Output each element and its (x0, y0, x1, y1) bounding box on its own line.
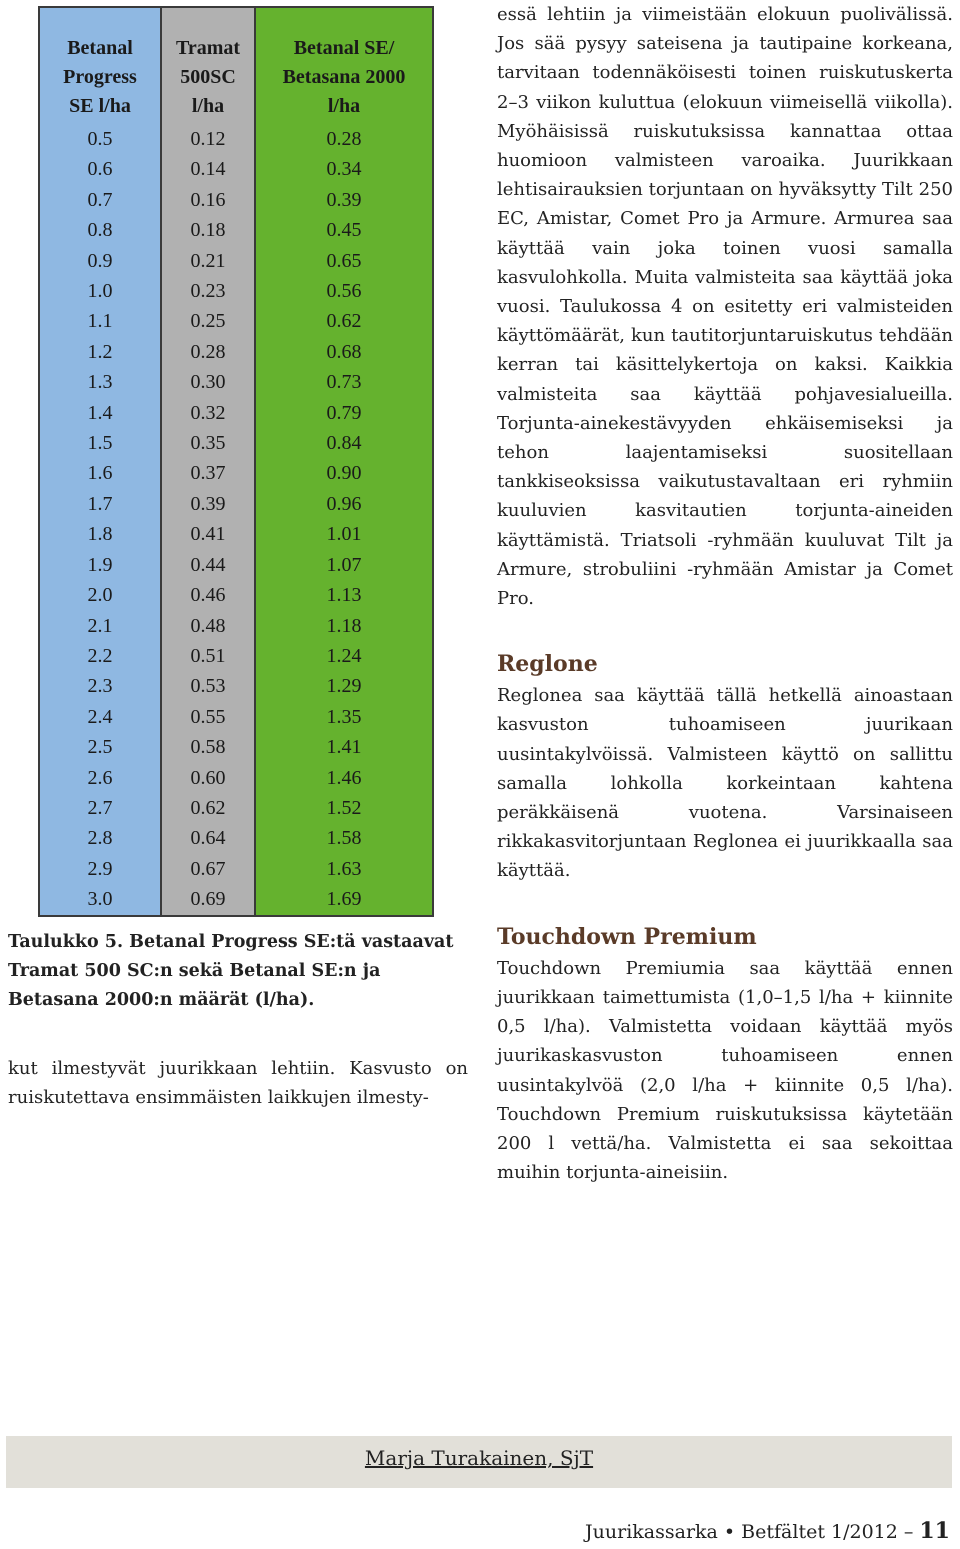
tramat-value: 0.51 (161, 641, 255, 671)
section-heading-touchdown: Touchdown Premium (497, 923, 757, 950)
tramat-value: 0.55 (161, 702, 255, 732)
table-row (39, 458, 433, 488)
betanal-progress-value: 2.6 (39, 763, 161, 793)
betanal-se-value: 1.63 (255, 854, 433, 884)
betanal-progress-value: 1.6 (39, 458, 161, 488)
table-body (39, 124, 433, 916)
betanal-progress-value: 0.9 (39, 246, 161, 276)
betanal-se-value: 1.24 (255, 641, 433, 671)
betanal-se-value: 1.69 (255, 884, 433, 915)
tramat-value: 0.30 (161, 367, 255, 397)
intro-paragraph: essä lehtiin ja viimeistään elokuun puolivälissä. Jos sää pysyy sateisena ja tautipaine korkeana, tarvitaan todennäköisesti toinen ruiskutuskerta 2–3 viikon kuluttua (elokuun viimeisellä viikolla). Myöhäisissä ruiskutuksissa kannattaa ottaa huomioon valmisteen varoaika. Juurikkaan lehtisairauksien torjuntaan on hyväksytty Tilt 250 EC, Amistar, Comet Pro ja Armure. Armurea saa käyttää vain joka toinen vuosi samalla kasvulohkolla. Muita valmisteita saa käyttää joka vuosi. Taulukossa 4 on esitetty eri valmisteiden käyttömäärät, kun tautitorjuntaruiskutus tehdään kerran tai käsittelykertoja on kaksi. Kaikkia valmisteita saa käyttää pohjavesialueilla. Torjunta-ainekestävyyden ehkäisemiseksi ja tehon laajentamiseksi suositellaan tankkiseoksissa vaikutustavaltaan eri ryhmiin kuuluvien kasvitautien torjunta-aineiden käyttämistä. Triatsoli -ryhmään kuuluvat Tilt ja Armure, strobuliini -ryhmään Amistar ja Comet Pro. (497, 4, 953, 610)
table-row (39, 428, 433, 458)
betanal-se-value: 1.58 (255, 823, 433, 853)
betanal-se-value: 0.62 (255, 306, 433, 336)
tramat-value: 0.64 (161, 823, 255, 853)
betanal-se-value: 1.35 (255, 702, 433, 732)
betanal-se-value: 1.18 (255, 611, 433, 641)
page-number: 11 (919, 1518, 950, 1544)
tramat-value: 0.44 (161, 550, 255, 580)
betanal-progress-value: 1.4 (39, 398, 161, 428)
betanal-se-value: 0.79 (255, 398, 433, 428)
betanal-progress-value: 1.3 (39, 367, 161, 397)
tramat-value: 0.23 (161, 276, 255, 306)
betanal-progress-value: 1.0 (39, 276, 161, 306)
betanal-se-value: 0.28 (255, 124, 433, 154)
author-name[interactable]: Marja Turakainen, SjT (364, 1446, 594, 1470)
betanal-se-value: 0.39 (255, 185, 433, 215)
tramat-value: 0.58 (161, 732, 255, 762)
betanal-se-value: 1.07 (255, 550, 433, 580)
tramat-value: 0.28 (161, 337, 255, 367)
betanal-progress-value: 2.2 (39, 641, 161, 671)
betanal-se-value: 1.01 (255, 519, 433, 549)
table-row (39, 611, 433, 641)
tramat-value: 0.12 (161, 124, 255, 154)
table-caption: Taulukko 5. Betanal Progress SE:tä vastaavat Tramat 500 SC:n sekä Betanal SE:n ja Betasana 2000:n määrät (l/ha). (8, 932, 454, 1010)
table-row (39, 702, 433, 732)
betanal-se-value: 0.34 (255, 154, 433, 184)
betanal-se-value: 0.68 (255, 337, 433, 367)
tramat-value: 0.46 (161, 580, 255, 610)
betanal-progress-value: 2.3 (39, 671, 161, 701)
betanal-progress-value: 2.7 (39, 793, 161, 823)
betanal-progress-value: 1.9 (39, 550, 161, 580)
tramat-value: 0.14 (161, 154, 255, 184)
tramat-value: 0.53 (161, 671, 255, 701)
betanal-progress-value: 0.5 (39, 124, 161, 154)
betanal-progress-value: 2.5 (39, 732, 161, 762)
betanal-progress-value: 0.7 (39, 185, 161, 215)
table-row (39, 337, 433, 367)
section-text-touchdown: Touchdown Premiumia saa käyttää ennen juurikkaan taimettumista (1,0–1,5 l/ha + kiinnite 0,5 l/ha). Valmistetta voidaan käyttää myös juurikaskasvuston tuhoamiseen ennen uusintakylvöä (2,0 l/ha + kiinnite 0,5 l/ha). Touchdown Premium ruiskutuksissa käytetään 200 l vettä/ha. Valmistetta ei saa sekoittaa muihin torjunta-aineisiin. (497, 957, 953, 1184)
betanal-se-value: 0.45 (255, 215, 433, 245)
tramat-value: 0.21 (161, 246, 255, 276)
table-row (39, 246, 433, 276)
table-row (39, 763, 433, 793)
betanal-se-value: 0.65 (255, 246, 433, 276)
table-row (39, 185, 433, 215)
betanal-se-value: 0.56 (255, 276, 433, 306)
table-row (39, 550, 433, 580)
betanal-progress-value: 1.8 (39, 519, 161, 549)
betanal-progress-value: 1.7 (39, 489, 161, 519)
betanal-progress-value: 2.4 (39, 702, 161, 732)
tramat-value: 0.18 (161, 215, 255, 245)
tramat-value: 0.41 (161, 519, 255, 549)
left-paragraph: kut ilmestyvät juurikkaan lehtiin. Kasvusto on ruiskutettava ensimmäisten laikkujen ilmesty- (8, 1058, 468, 1109)
tramat-value: 0.48 (161, 611, 255, 641)
table-row (39, 276, 433, 306)
table-row (39, 398, 433, 428)
betanal-se-value: 1.13 (255, 580, 433, 610)
tramat-value: 0.62 (161, 793, 255, 823)
betanal-progress-value: 2.8 (39, 823, 161, 853)
tramat-value: 0.67 (161, 854, 255, 884)
page-footer (585, 1518, 950, 1544)
betanal-se-value: 0.84 (255, 428, 433, 458)
table-row (39, 854, 433, 884)
tramat-value: 0.39 (161, 489, 255, 519)
section-text-reglone: Reglonea saa käyttää tällä hetkellä ainoastaan kasvuston tuhoamiseen juurikaan uusintakylvöissä. Valmisteen käyttö on sallittu samalla lohkolla korkeintaan kahtena peräkkäisenä vuotena. Varsinaiseen rikkakasvitorjuntaan Reglonea ei juurikkaalla saa käyttää. (497, 685, 953, 882)
table-row (39, 367, 433, 397)
table-row (39, 489, 433, 519)
betanal-se-value: 1.41 (255, 732, 433, 762)
betanal-se-value: 0.90 (255, 458, 433, 488)
table-row (39, 124, 433, 154)
header-betanal-se-betasana: Betanal SE/ Betasana 2000 l/ha (255, 7, 433, 124)
header-betanal-progress: Betanal Progress SE l/ha (39, 7, 161, 124)
table-row (39, 641, 433, 671)
header-tramat: Tramat 500SC l/ha (161, 7, 255, 124)
table-row (39, 306, 433, 336)
table-row (39, 154, 433, 184)
betanal-progress-value: 1.2 (39, 337, 161, 367)
author-bar (6, 1436, 952, 1488)
tramat-value: 0.35 (161, 428, 255, 458)
betanal-progress-value: 2.0 (39, 580, 161, 610)
left-column (8, 1054, 468, 1112)
tramat-value: 0.37 (161, 458, 255, 488)
betanal-progress-value: 1.5 (39, 428, 161, 458)
table-row (39, 519, 433, 549)
betanal-progress-value: 1.1 (39, 306, 161, 336)
tramat-value: 0.69 (161, 884, 255, 915)
betanal-progress-value: 0.6 (39, 154, 161, 184)
dose-table (38, 6, 434, 917)
table-row (39, 823, 433, 853)
betanal-se-value: 0.73 (255, 367, 433, 397)
table-row (39, 732, 433, 762)
table-row (39, 884, 433, 915)
betanal-progress-value: 2.1 (39, 611, 161, 641)
tramat-value: 0.32 (161, 398, 255, 428)
table-header-row (39, 7, 433, 124)
right-column (497, 0, 953, 1187)
section-heading-reglone: Reglone (497, 651, 598, 678)
tramat-value: 0.16 (161, 185, 255, 215)
table-row (39, 793, 433, 823)
betanal-se-value: 1.29 (255, 671, 433, 701)
betanal-se-value: 0.96 (255, 489, 433, 519)
table-row (39, 671, 433, 701)
tramat-value: 0.60 (161, 763, 255, 793)
tramat-value: 0.25 (161, 306, 255, 336)
table-row (39, 215, 433, 245)
betanal-progress-value: 3.0 (39, 884, 161, 915)
betanal-se-value: 1.46 (255, 763, 433, 793)
betanal-progress-value: 2.9 (39, 854, 161, 884)
table-row (39, 580, 433, 610)
betanal-progress-value: 0.8 (39, 215, 161, 245)
publication-name: Juurikassarka • Betfältet 1/2012 – (585, 1521, 914, 1543)
betanal-se-value: 1.52 (255, 793, 433, 823)
